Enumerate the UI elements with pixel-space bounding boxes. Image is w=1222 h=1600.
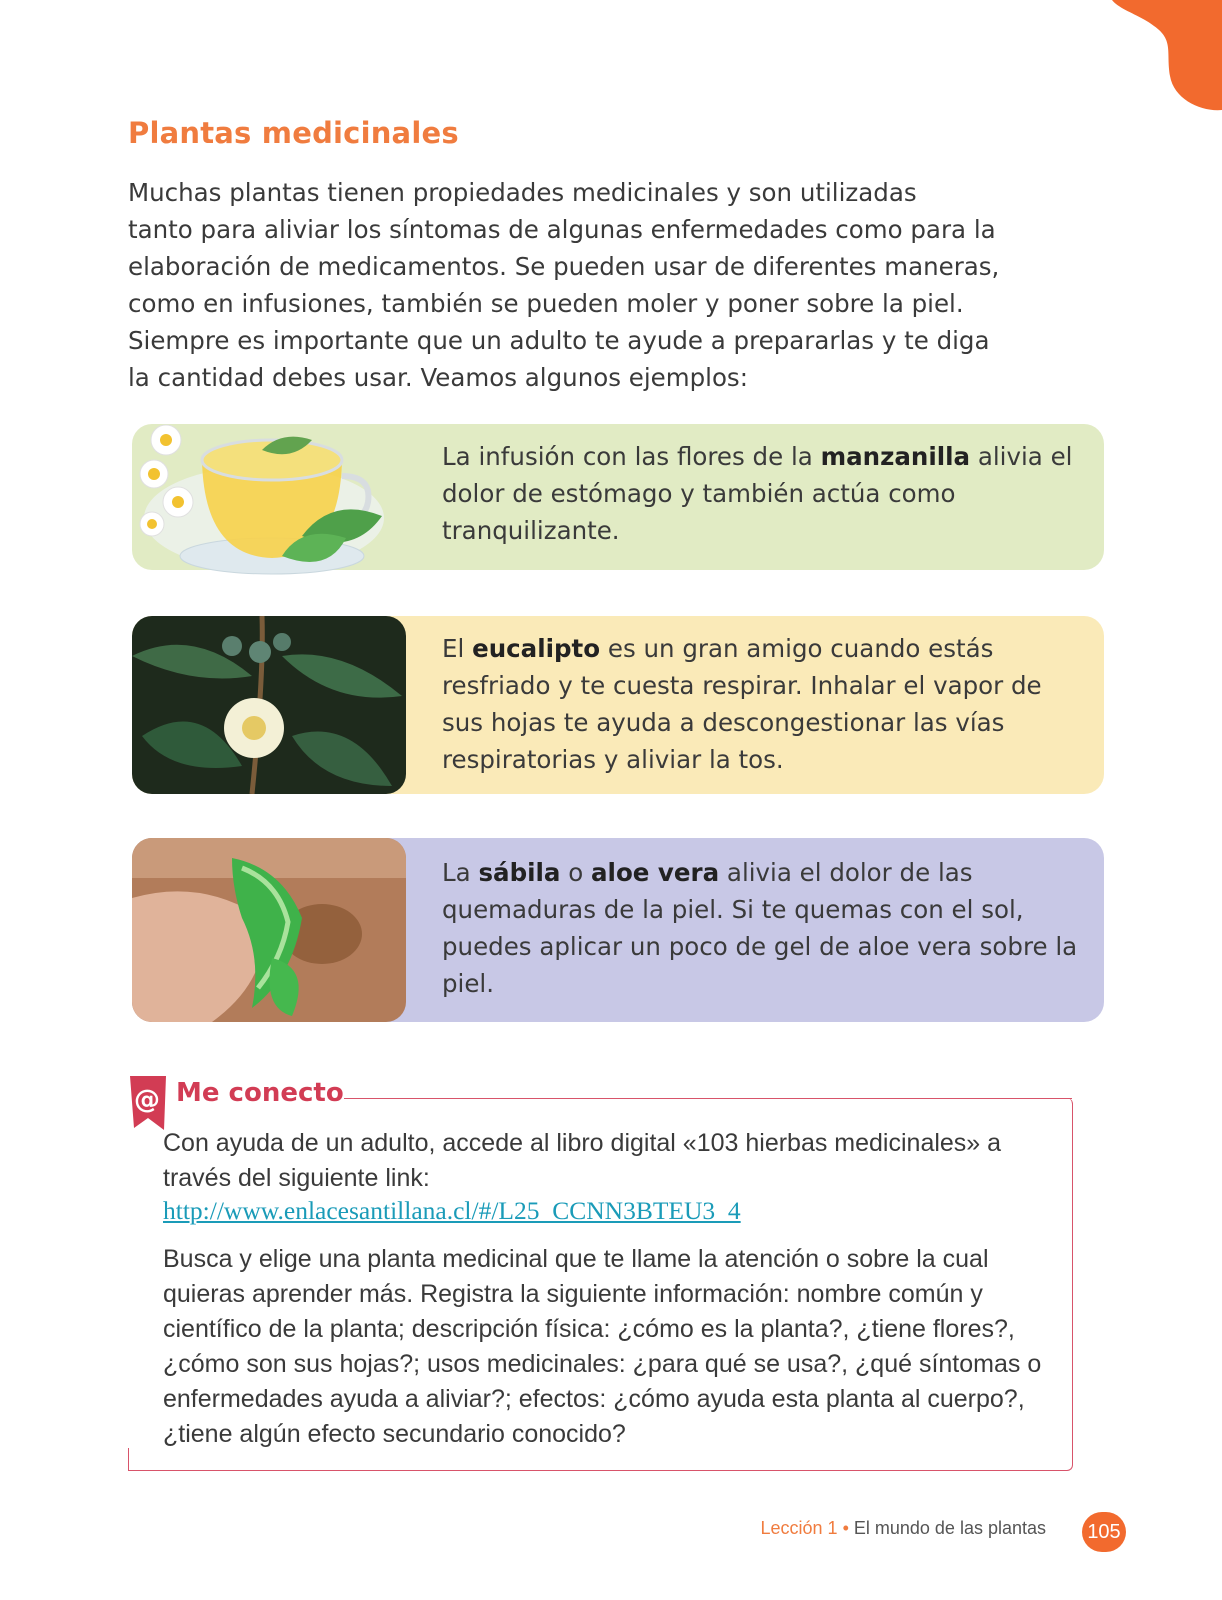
card-sabila bbox=[132, 838, 1104, 1022]
aloe-vera-image bbox=[132, 838, 406, 1022]
page-number: 105 bbox=[1082, 1512, 1126, 1552]
intro-paragraph: Muchas plantas tienen propiedades medicinales y son utilizadas tanto para aliviar los síntomas de algunas enfermedades como para la elaboración de medicamentos. Se pueden usar de diferentes maneras, como en infusiones, también se pueden moler y poner sobre la piel. Siempre es importante que un adulto te ayude a prepararlas y te diga la cantidad debes usar. Veamos algunos ejemplos: bbox=[128, 178, 1000, 392]
at-sign-icon bbox=[126, 1074, 168, 1132]
eucalyptus-image bbox=[132, 616, 406, 794]
digital-book-link[interactable]: http://www.enlacesantillana.cl/#/L25_CCNN3BTEU3_4 bbox=[163, 1196, 741, 1225]
me-conecto-left-rule bbox=[128, 1448, 129, 1470]
me-conecto-instructions: Con ayuda de un adulto, accede al libro digital «103 hierbas medicinales» a través del siguiente link: bbox=[163, 1129, 1002, 1192]
chamomile-tea-image bbox=[132, 406, 402, 586]
me-conecto-top-rule bbox=[344, 1098, 1072, 1099]
me-conecto-activity: Busca y elige una planta medicinal que te llame la atención o sobre la cual quieras aprender más. Registra la siguiente información: nombre común y científico de la planta; descripción física: ¿cómo es la planta?, ¿tiene flores?, ¿cómo son sus hojas?; usos medicinales: ¿para qué se usa?, ¿qué síntomas o enfermedades ayuda a aliviar?; efectos: ¿cómo ayuda esta planta al cuerpo?, ¿tiene algún efecto secundario conocido? bbox=[163, 1245, 1042, 1448]
me-conecto-title: Me conecto bbox=[176, 1078, 344, 1108]
card-text-manzanilla: La infusión con las flores de la manzanilla alivia el dolor de estómago y también actúa como tranquilizante. bbox=[442, 442, 1073, 545]
corner-decoration bbox=[1112, 0, 1222, 120]
card-manzanilla bbox=[132, 424, 1104, 570]
page-footer: Lección 1 • El mundo de las plantas bbox=[760, 1518, 1046, 1538]
svg-text:@: @ bbox=[134, 1085, 160, 1115]
card-eucalipto bbox=[132, 616, 1104, 794]
section-title: Plantas medicinales bbox=[128, 116, 459, 150]
footer-lesson: Lección 1 bbox=[760, 1518, 838, 1538]
card-text-eucalipto: El eucalipto es un gran amigo cuando estás resfriado y te cuesta respirar. Inhalar el vapor de sus hojas te ayuda a descongestionar las vías respiratorias y aliviar la tos. bbox=[442, 634, 1042, 774]
card-text-sabila: La sábila o aloe vera alivia el dolor de las quemaduras de la piel. Si te quemas con el sol, puedes aplicar un poco de gel de aloe vera sobre la piel. bbox=[442, 858, 1078, 998]
footer-chapter: El mundo de las plantas bbox=[853, 1518, 1046, 1538]
